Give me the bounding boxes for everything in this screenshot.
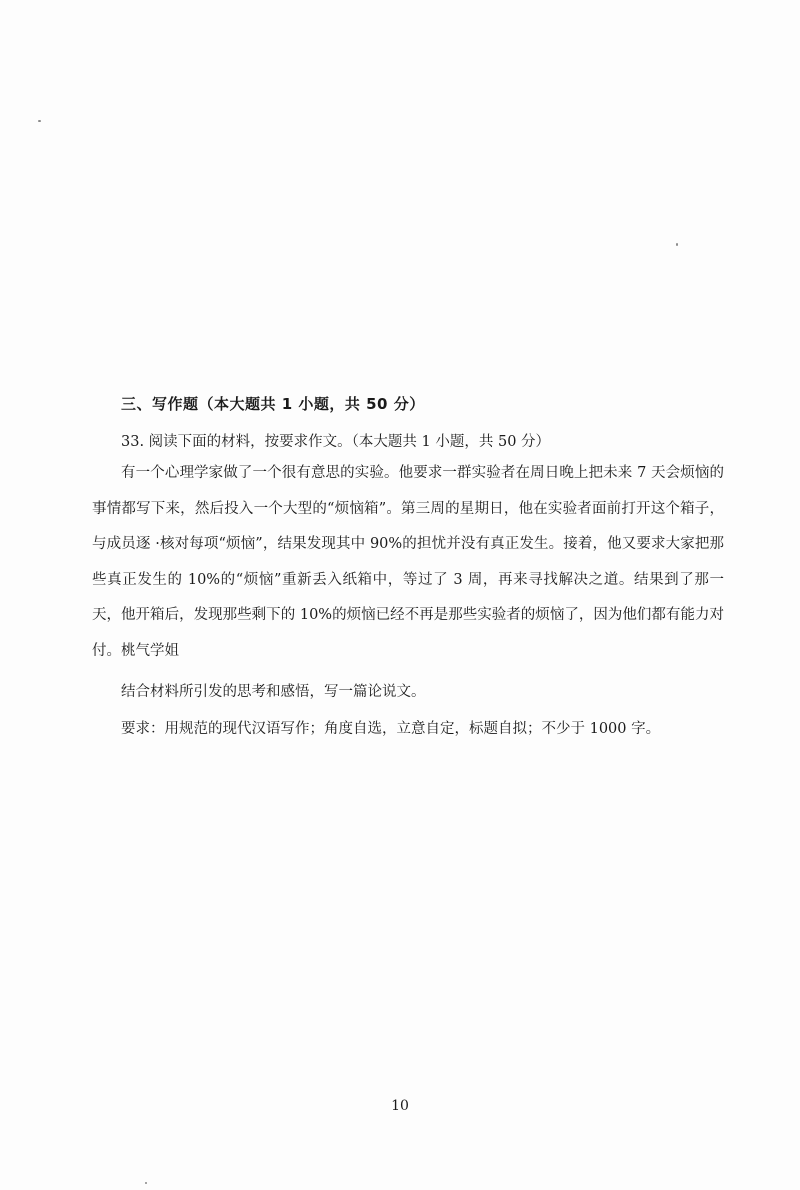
material-paragraph: 有一个心理学家做了一个很有意思的实验。他要求一群实验者在周日晚上把未来 7 天会烦恼的事情都写下来，然后投入一个大型的“烦恼箱”。第三周的星期日，他在实验者面前打开这个箱子，与成员逐 ·核对每项“烦恼”，结果发现其中 90%的担忧并没有真正发生。接着，他又要求大家把那些真正发生的 10%的“烦恼”重新丢入纸箱中，等过了 3 周，再来寻找解决之道。结果到了那一天，他开箱后，发现那些剩下的 10%的烦恼已经不再是那些实验者的烦恼了，因为他们都有能力对付。桃气学姐 xyxy=(92,465,724,659)
page-number: 10 xyxy=(391,1098,409,1114)
writing-prompt: 结合材料所引发的思考和感悟，写一篇论说文。 xyxy=(121,684,426,700)
writing-requirements: 要求：用规范的现代汉语写作；角度自选，立意自定，标题自拟；不少于 1000 字。 xyxy=(121,721,661,737)
scan-speck xyxy=(145,1182,147,1184)
scan-speck xyxy=(676,243,678,246)
question-instruction: 33. 阅读下面的材料，按要求作文。（本大题共 1 小题，共 50 分） xyxy=(121,434,551,450)
scan-speck xyxy=(38,120,41,122)
section-heading: 三、写作题（本大题共 1 小题，共 50 分） xyxy=(121,395,425,413)
